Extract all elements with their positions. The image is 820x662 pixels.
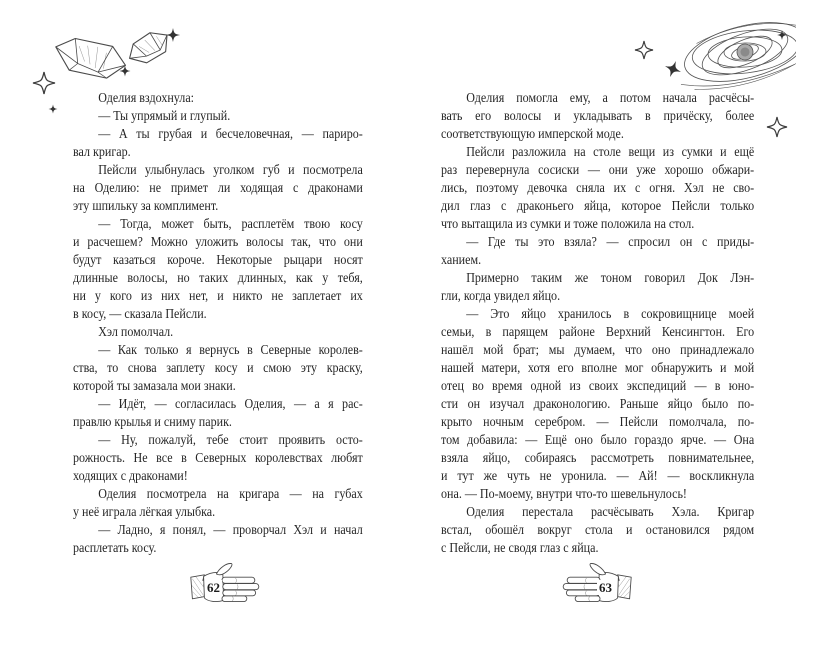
crystal-large — [50, 30, 130, 86]
text-line: ханием. — [441, 252, 482, 267]
text-line: Оделия перестала расчёсывать Хэла. Кригар — [466, 504, 755, 519]
pointing-hand-icon — [556, 561, 636, 611]
manicule-left — [186, 561, 266, 611]
text-line: Хэл помолчал. — [98, 324, 174, 339]
text-line: раз перевернула сосиски — они уже хорошо обжари- — [441, 162, 755, 177]
text-line: Оделия вздохнула: — [98, 90, 195, 105]
text-line: — Ты упрямый и глупый. — [98, 108, 231, 123]
text-line: Оделия помогла ему, а потом начала расчёсы- — [466, 90, 755, 105]
text-line: том добавила: — Ещё оно было гораздо ярче. — Она — [441, 432, 755, 447]
text-line: крыто ночным серебром. — Пейсли помолчала, по- — [441, 414, 755, 429]
text-line: отец во время одной из своих экспедиций — в юно- — [441, 378, 755, 393]
text-line: эту шпильку за комплимент. — [73, 198, 219, 213]
text-line: и расчешем? Можно уложить волосы так, что они — [73, 234, 363, 249]
text-line: будут казаться короче. Некоторые рыцари носят — [73, 252, 363, 267]
sparkle-icon — [166, 28, 180, 42]
text-line: расплетать косу. — [73, 540, 157, 555]
text-line: вал кригар. — [73, 144, 131, 159]
text-line: ства, то снова заплету косу и смою эту краску, — [73, 360, 363, 375]
text-line: взяла яйцо, собираясь рассмотреть повнимательнее, — [441, 450, 755, 465]
text-line: — Где ты это взяла? — спросил он с приды- — [466, 234, 755, 249]
text-line: у неё играла лёгкая улыбка. — [73, 504, 216, 519]
text-line: гли, когда увидел яйцо. — [441, 288, 561, 303]
text-line: — Идёт, — согласилась Оделия, — а я рас- — [98, 396, 363, 411]
text-line: лись, поэтому девочка сняла их с огня. Хэл не сво- — [441, 180, 755, 195]
text-line: семьи, в парящем районе Верхний Кенсингтон. Его — [441, 324, 755, 339]
manicule-right — [556, 561, 636, 611]
sparkle-icon — [777, 30, 787, 40]
text-line: ни у кого из них нет, и никто не заплетает их — [73, 288, 363, 303]
text-line: Оделия посмотрела на кригара — на губах — [98, 486, 363, 501]
text-line: Примерно таким же тоном говорил Док Лэн- — [466, 270, 755, 285]
text-line: нашёл мой брат; мы думаем, что оно принадлежало — [441, 342, 755, 357]
text-line: с Пейсли, не сводя глаз с яйца. — [441, 540, 599, 555]
pointing-hand-icon — [186, 561, 266, 611]
sparkle-icon — [49, 105, 58, 114]
text-line: вать его волосы и укладывать в причёску, более — [441, 108, 755, 123]
text-line: правлю крылья и сниму парик. — [73, 414, 232, 429]
text-line: — Это яйцо хранилось в сокровищнице моей — [466, 306, 755, 321]
text-line: встал, обошёл вокруг стола и остановился рядом — [441, 522, 755, 537]
text-line: сти он изучал драконологию. Раньше яйцо было по- — [441, 396, 755, 411]
text-line: нашей матери, хотя его вполне мог обнаружить и мой — [441, 360, 755, 375]
sparkle-icon — [635, 41, 653, 59]
sparkle-icon — [33, 72, 55, 94]
text-line: — Ну, пожалуй, тебе стоит проявить осто- — [98, 432, 363, 447]
galaxy-swirl — [670, 13, 796, 99]
text-line: что вытащила из сумки и тоже положила на стол. — [441, 216, 695, 231]
text-line: дил глаз с драконьего яйца, которое Пейсли только — [441, 198, 755, 213]
crystal-small — [123, 26, 174, 69]
text-line: Пейсли улыбнулась уголком губ и посмотрела — [98, 162, 363, 177]
page-number: 63 — [599, 580, 612, 595]
page-number: 62 — [207, 580, 220, 595]
text-line: в косу, — сказала Пейсли. — [73, 306, 207, 321]
sparkle-icon — [767, 117, 787, 137]
text-line: на Оделию: не примет ли ходящая с драконами — [73, 180, 363, 195]
text-line: рожность. Не все в Северных королевствах любят — [73, 450, 363, 465]
text-line: ходящих с драконами! — [73, 468, 188, 483]
text-line: соответствующую имперской моде. — [441, 126, 624, 141]
text-line: длинные волосы, но таких длинных, как у тебя, — [73, 270, 363, 285]
sparkle-icon — [662, 58, 684, 80]
text-line: — Тогда, может быть, расплетём твою косу — [98, 216, 363, 231]
page-right-text — [441, 89, 754, 557]
text-line: она. — По-моему, внутри что-то шевельнулось! — [441, 486, 687, 501]
text-line: которой ты замазала мои знаки. — [73, 378, 236, 393]
text-line: — Как только я вернусь в Северные королев- — [98, 342, 363, 357]
text-line: — Ладно, я понял, — проворчал Хэл и начал — [98, 522, 363, 537]
page-left-text — [73, 89, 363, 557]
text-line: Пейсли разложила на столе вещи из сумки и ещё — [466, 144, 755, 159]
text-line: — А ты грубая и бесчеловечная, — париро- — [98, 126, 363, 141]
text-line: и тут же чуть не уронила. — Ай! — воскликнула — [441, 468, 755, 483]
